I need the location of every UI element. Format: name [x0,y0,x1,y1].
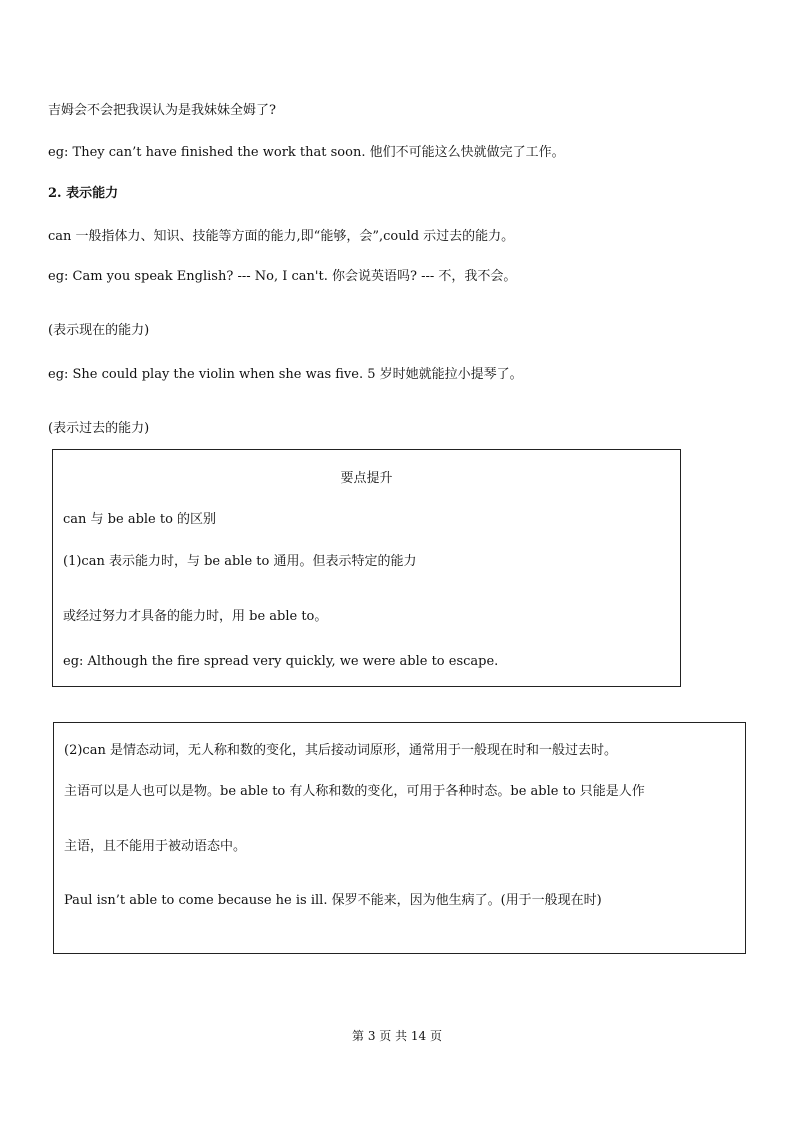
box-title: 要点提升 [340,471,393,486]
box-line-3: 或经过努力才具备的能力时，用 be able to。 [63,609,328,624]
box2-line-1: (2)can 是情态动词，无人称和数的变化，其后接动词原形，通常用于一般现在时和一般过去时。 [64,743,617,758]
example-line-3: eg: She could play the violin when she was five. 5 岁时她就能拉小提琴了。 [48,367,523,382]
example-line-1: eg: They can’t have finished the work that soon. 他们不可能这么快就做完了工作。 [48,145,565,160]
key-points-box [52,449,681,687]
box2-line-3: 主语，且不能用于被动语态中。 [64,839,247,854]
explanation-box [53,722,746,954]
box-line-2: (1)can 表示能力时，与 be able to 通用。但表示特定的能力 [63,554,417,569]
text-line-2: can 一般指体力、知识、技能等方面的能力,即“能够，会”,could 示过去的能力。 [48,229,515,244]
page-number: 第 3 页 共 14 页 [352,1029,442,1043]
box2-line-4: Paul isn’t able to come because he is ill. 保罗不能来，因为他生病了。(用于一般现在时) [64,893,602,908]
box-line-4: eg: Although the fire spread very quickly, we were able to escape. [63,654,499,669]
box-line-1: can 与 be able to 的区别 [63,512,217,527]
note-past-ability: (表示过去的能力) [48,421,150,436]
text-line-1: 吉姆会不会把我误认为是我妹妹全姆了? [48,103,276,118]
example-line-2: eg: Cam you speak English? --- No, I can't. 你会说英语吗? --- 不，我不会。 [48,269,517,284]
box2-line-2: 主语可以是人也可以是物。be able to 有人称和数的变化，可用于各种时态。be able to 只能是人作 [64,784,645,799]
section-heading: 2. 表示能力 [48,186,119,201]
note-present-ability: (表示现在的能力) [48,323,150,338]
